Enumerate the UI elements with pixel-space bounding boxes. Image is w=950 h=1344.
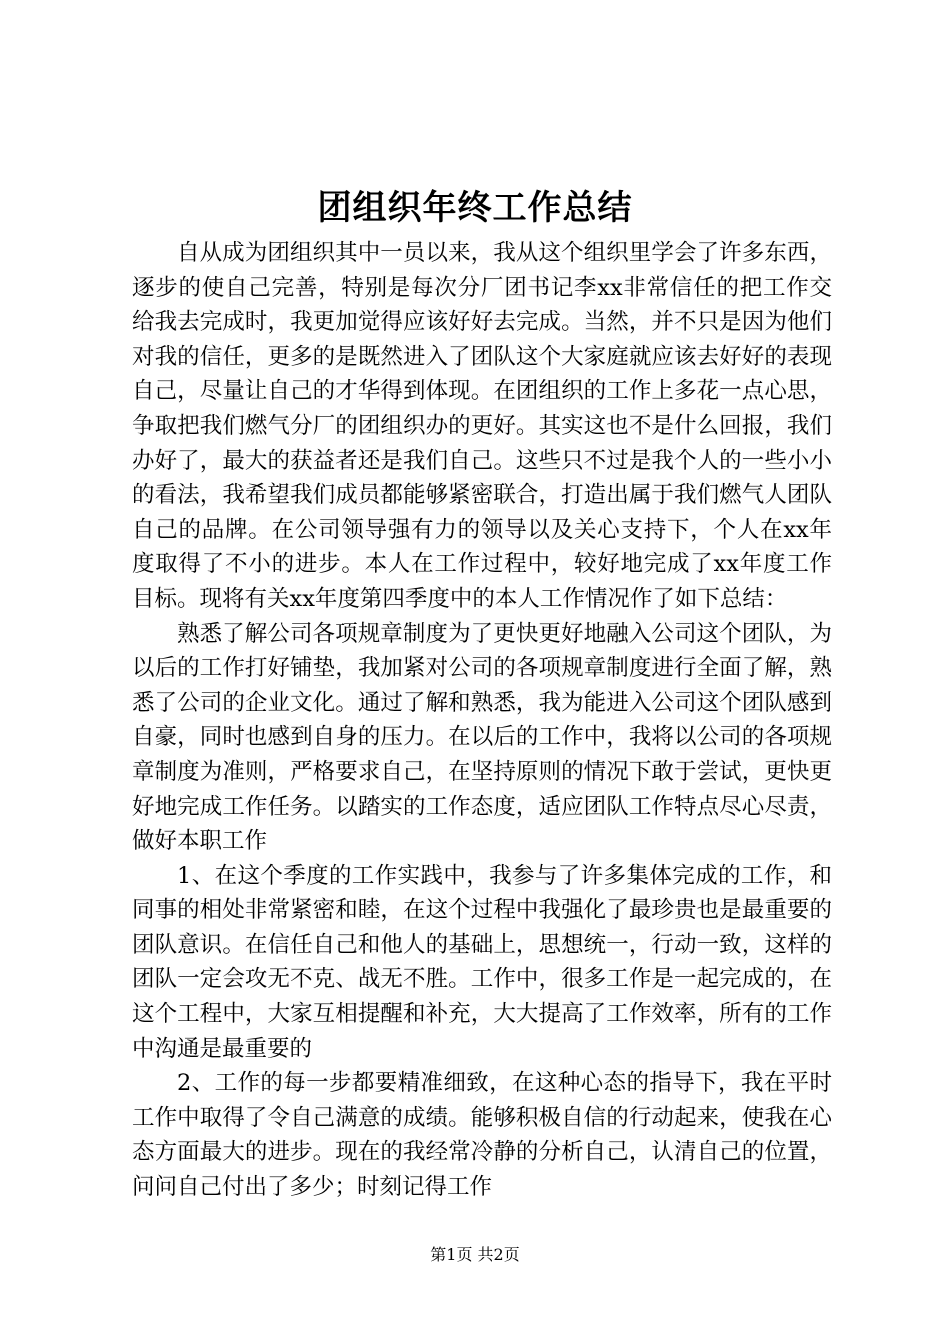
document-body — [132, 236, 832, 1205]
document-title: 团组织年终工作总结 — [317, 188, 633, 228]
paragraph-intro: 自从成为团组织其中一员以来，我从这个组织里学会了许多东西，逐步的使自己完善，特别是每次分厂团书记李xx非常信任的把工作交给我去完成时，我更加觉得应该好好去完成。当然，并不只是因为他们对我的信任，更多的是既然进入了团队这个大家庭就应该去好好的表现自己，尽量让自己的才华得到体现。在团组织的工作上多花一点心思，争取把我们燃气分厂的团组织办的更好。其实这也不是什么回报，我们办好了，最大的获益者还是我们自己。这些只不过是我个人的一些小小的看法，我希望我们成员都能够紧密联合，打造出属于我们燃气人团队自己的品牌。在公司领导强有力的领导以及关心支持下，个人在xx年度取得了不小的进步。本人在工作过程中，较好地完成了xx年度工作目标。现将有关xx年度第四季度中的本人工作情况作了如下总结： — [132, 240, 832, 612]
page-number-footer: 第1页 共2页 — [430, 1245, 520, 1264]
paragraph-item-2: 2、工作的每一步都要精准细致，在这种心态的指导下，我在平时工作中取得了令自己满意的成绩。能够积极自信的行动起来，使我在心态方面最大的进步。现在的我经常冷静的分析自己，认清自己的位置，问问自己付出了多少；时刻记得工作 — [132, 1070, 832, 1201]
paragraph-rules: 熟悉了解公司各项规章制度为了更快更好地融入公司这个团队，为以后的工作打好铺垫，我加紧对公司的各项规章制度进行全面了解，熟悉了公司的企业文化。通过了解和熟悉，我为能进入公司这个团队感到自豪，同时也感到自身的压力。在以后的工作中，我将以公司的各项规章制度为准则，严格要求自己，在坚持原则的情况下敢于尝试，更快更好地完成工作任务。以踏实的工作态度，适应团队工作特点尽心尽责，做好本职工作 — [132, 620, 832, 855]
paragraph-item-1: 1、在这个季度的工作实践中，我参与了许多集体完成的工作，和同事的相处非常紧密和睦，在这个过程中我强化了最珍贵也是最重要的团队意识。在信任自己和他人的基础上，思想统一，行动一致，这样的团队一定会攻无不克、战无不胜。工作中，很多工作是一起完成的，在这个工程中，大家互相提醒和补充，大大提高了工作效率，所有的工作中沟通是最重要的 — [132, 862, 832, 1062]
